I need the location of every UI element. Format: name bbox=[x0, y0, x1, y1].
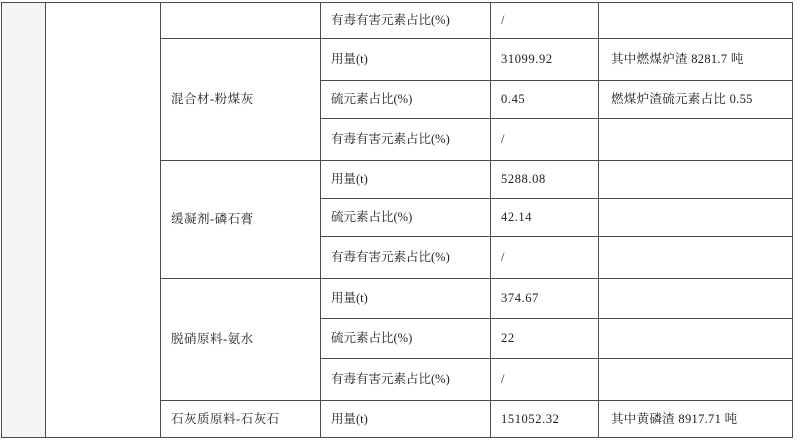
value-cell: / bbox=[490, 118, 598, 160]
value-cell: 22 bbox=[490, 318, 598, 358]
value-cell: / bbox=[490, 358, 598, 400]
note-cell bbox=[598, 118, 792, 160]
note-cell bbox=[598, 358, 792, 400]
value-cell: 5288.08 bbox=[490, 160, 598, 198]
note-cell: 燃煤炉渣硫元素占比 0.55 bbox=[598, 80, 792, 118]
value-cell: / bbox=[490, 236, 598, 278]
note-cell bbox=[598, 236, 792, 278]
metric-label-cell: 用量(t) bbox=[320, 400, 490, 437]
metric-label-cell: 有毒有害元素占比(%) bbox=[320, 118, 490, 160]
note-cell: 其中黄磷渣 8917.71 吨 bbox=[598, 400, 792, 437]
metric-label-cell: 用量(t) bbox=[320, 278, 490, 318]
note-cell bbox=[598, 278, 792, 318]
material-cell: 脱硝原料-氨水 bbox=[160, 278, 320, 400]
value-cell: 151052.32 bbox=[490, 400, 598, 437]
metric-label-cell: 硫元素占比(%) bbox=[320, 80, 490, 118]
note-cell bbox=[598, 318, 792, 358]
materials-table bbox=[1, 2, 793, 438]
value-cell: 0.45 bbox=[490, 80, 598, 118]
metric-label-cell: 硫元素占比(%) bbox=[320, 318, 490, 358]
metric-label-cell: 用量(t) bbox=[320, 160, 490, 198]
value-cell: 31099.92 bbox=[490, 38, 598, 80]
empty-merged-column bbox=[45, 3, 160, 437]
value-cell: / bbox=[490, 3, 598, 38]
metric-label-cell: 用量(t) bbox=[320, 38, 490, 80]
material-cell bbox=[160, 3, 320, 38]
material-cell: 混合材-粉煤灰 bbox=[160, 38, 320, 160]
note-cell bbox=[598, 3, 792, 38]
metric-label-cell: 有毒有害元素占比(%) bbox=[320, 3, 490, 38]
value-cell: 374.67 bbox=[490, 278, 598, 318]
metric-label-cell: 有毒有害元素占比(%) bbox=[320, 236, 490, 278]
note-cell: 其中燃煤炉渣 8281.7 吨 bbox=[598, 38, 792, 80]
metric-label-cell: 有毒有害元素占比(%) bbox=[320, 358, 490, 400]
material-cell: 缓凝剂-磷石膏 bbox=[160, 160, 320, 278]
value-cell: 42.14 bbox=[490, 198, 598, 236]
note-cell bbox=[598, 198, 792, 236]
metric-label-cell: 硫元素占比(%) bbox=[320, 198, 490, 236]
note-cell bbox=[598, 160, 792, 198]
material-cell: 石灰质原料-石灰石 bbox=[160, 400, 320, 437]
left-gutter-column bbox=[2, 3, 45, 437]
